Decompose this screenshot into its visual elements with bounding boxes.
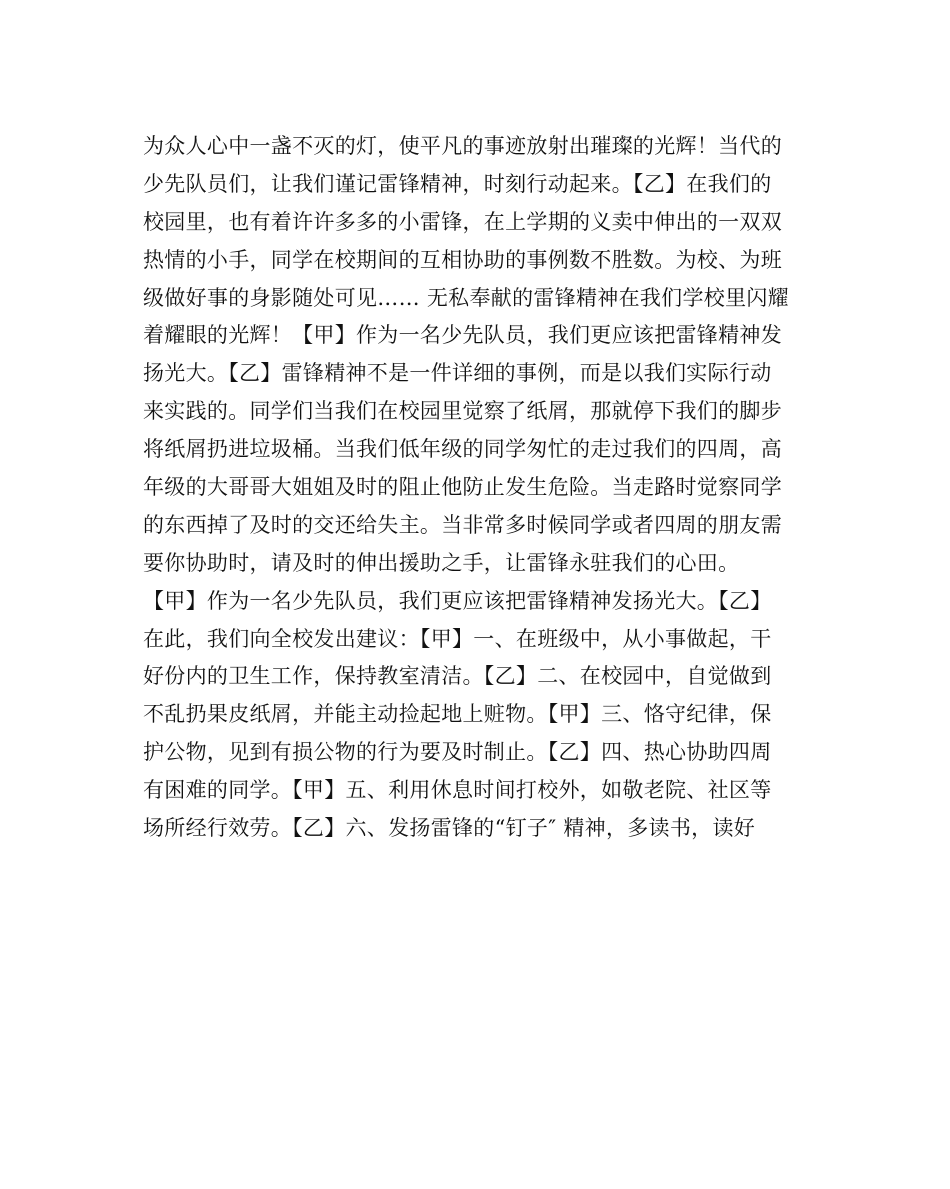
text-line: 级做好事的身影随处可见…… 无私奉献的雷锋精神在我们学校里闪耀 — [143, 285, 789, 310]
text-line: 的东西掉了及时的交还给失主。当非常多时候同学或者四周的朋友需 — [143, 512, 782, 537]
text-line: 在此，我们向全校发出建议：【甲】一、在班级中，从小事做起，干 — [143, 626, 772, 651]
text-line: 【甲】作为一名少先队员，我们更应该把雷锋精神发扬光大。【乙】 — [143, 588, 772, 613]
text-line: 为众人心中一盏不灭的灯，使平凡的事迹放射出璀璨的光辉！当代的 — [143, 134, 782, 158]
text-line: 有困难的同学。【甲】五、利用休息时间打校外，如敬老院、社区等 — [143, 778, 772, 803]
text-line: 热情的小手，同学在校期间的互相协助的事例数不胜数。为校、为班 — [143, 247, 782, 272]
text-line: 校园里，也有着许许多多的小雷锋，在上学期的义卖中伸出的一双双 — [143, 209, 782, 234]
text-line: 不乱扔果皮纸屑，并能主动捡起地上赃物。【甲】三、恪守纪律，保 — [143, 702, 772, 727]
text-line: 护公物，见到有损公物的行为要及时制止。【乙】四、热心协助四周 — [143, 740, 772, 765]
text-line: 年级的大哥哥大姐姐及时的阻止他防止发生危险。当走路时觉察同学 — [143, 475, 782, 500]
body-text — [143, 128, 815, 848]
text-line: 要你协助时，请及时的伸出援助之手，让雷锋永驻我们的心田。 — [143, 550, 740, 575]
text-line: 场所经行效劳。【乙】六、发扬雷锋的“钉子″ 精神，多读书，读好 — [143, 816, 756, 841]
text-line: 好份内的卫生工作，保持教室清洁。【乙】二、在校园中，自觉做到 — [143, 664, 772, 689]
text-line: 将纸屑扔进垃圾桶。当我们低年级的同学匆忙的走过我们的四周，高 — [143, 437, 782, 462]
text-line: 扬光大。【乙】雷锋精神不是一件详细的事例，而是以我们实际行动 — [143, 361, 772, 386]
text-line: 少先队员们，让我们谨记雷锋精神，时刻行动起来。【乙】在我们的 — [143, 171, 772, 196]
text-line: 着耀眼的光辉！【甲】作为一名少先队员，我们更应该把雷锋精神发 — [143, 323, 782, 348]
text-line: 来实践的。同学们当我们在校园里觉察了纸屑，那就停下我们的脚步 — [143, 399, 782, 424]
